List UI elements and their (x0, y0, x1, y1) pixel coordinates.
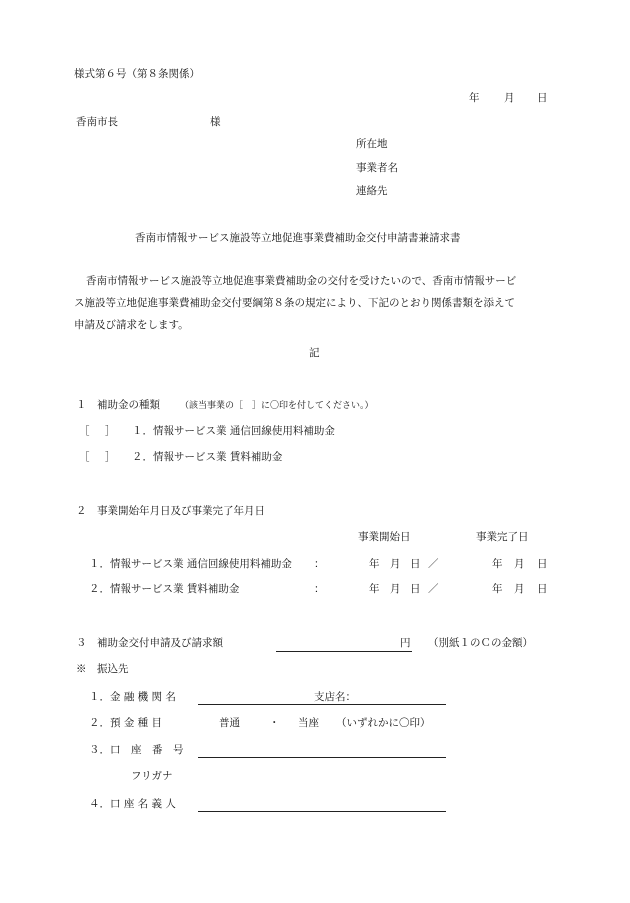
end-year[interactable]: 年 (492, 558, 503, 570)
section1-note: （該当事業の［ ］に〇印を付してください。） (180, 401, 374, 411)
date-row-colon: ： (314, 558, 325, 570)
form-number: 様式第６号（第８条関係） (74, 68, 200, 80)
deposit-type-separator: ・ (269, 717, 280, 729)
furigana-label: フリガナ (131, 770, 173, 782)
option-label: ２．情報サービス業 賃料補助金 (132, 451, 283, 463)
start-year[interactable]: 年 (369, 583, 380, 595)
deposit-type-note: （いずれかに〇印） (336, 717, 431, 729)
start-day[interactable]: 日 (410, 558, 421, 570)
end-month[interactable]: 月 (514, 558, 525, 570)
end-day[interactable]: 日 (537, 558, 548, 570)
deposit-type-current[interactable]: 当座 (298, 717, 319, 729)
addressee-name: 香南市長 (76, 116, 118, 128)
applicant-contact-label: 連絡先 (356, 185, 388, 197)
date-row-label: ２．情報サービス業 賃料補助金 (89, 583, 240, 595)
checkbox-bracket-close[interactable]: ］ (105, 451, 116, 463)
applicant-address-label: 所在地 (356, 138, 388, 150)
applicant-business-name-label: 事業者名 (356, 162, 398, 174)
checkbox-bracket-open[interactable]: ［ (79, 425, 90, 437)
account-holder-label: ４．口 座 名 義 人 (89, 798, 176, 810)
ki-label: 記 (309, 347, 320, 359)
date-row-label: １．情報サービス業 通信回線使用料補助金 (89, 558, 292, 570)
checkbox-bracket-open[interactable]: ［ (79, 451, 90, 463)
account-number-label: ３．口 座 番 号 (89, 744, 184, 756)
date-day: 日 (537, 92, 548, 104)
option-label: １．情報サービス業 通信回線使用料補助金 (132, 425, 335, 437)
end-month[interactable]: 月 (514, 583, 525, 595)
start-day[interactable]: 日 (410, 583, 421, 595)
end-date-column-header: 事業完了日 (476, 531, 529, 543)
account-holder-field[interactable] (198, 811, 446, 812)
start-date-column-header: 事業開始日 (358, 531, 411, 543)
transfer-heading: ※ 振込先 (76, 663, 129, 675)
end-day[interactable]: 日 (537, 583, 548, 595)
checkbox-bracket-close[interactable]: ］ (105, 425, 116, 437)
addressee-honorific: 様 (210, 116, 221, 128)
body-line-2: ス施設等立地促進事業費補助金交付要綱第８条の規定により、下記のとおり関係書類を添えて (74, 297, 515, 309)
start-month[interactable]: 月 (390, 558, 401, 570)
section2-heading: ２ 事業開始年月日及び事業完了年月日 (76, 505, 265, 517)
bank-name-field[interactable] (198, 704, 446, 705)
deposit-type-normal[interactable]: 普通 (219, 717, 240, 729)
date-year: 年 (469, 92, 480, 104)
start-month[interactable]: 月 (390, 583, 401, 595)
bank-name-label: １．金 融 機 関 名 (89, 691, 176, 703)
date-month: 月 (504, 92, 515, 104)
deposit-type-label: ２．預 金 種 目 (89, 717, 163, 729)
date-separator: ／ (428, 558, 439, 570)
start-year[interactable]: 年 (369, 558, 380, 570)
branch-label: 支店名： (314, 691, 356, 703)
amount-note: （別紙１のＣの金額） (428, 637, 533, 649)
body-line-1: 香南市情報サービス施設等立地促進事業費補助金の交付を受けたいので、香南市情報サービ (86, 275, 517, 287)
amount-unit: 円 (400, 637, 411, 649)
date-separator: ／ (428, 583, 439, 595)
amount-field[interactable] (276, 651, 412, 652)
date-row-colon: ： (314, 583, 325, 595)
section1-heading: １ 補助金の種類 (76, 399, 160, 411)
section3-heading: ３ 補助金交付申請及び請求額 (76, 637, 223, 649)
body-line-3: 申請及び請求をします。 (74, 319, 189, 331)
account-number-field[interactable] (198, 757, 446, 758)
end-year[interactable]: 年 (492, 583, 503, 595)
document-title: 香南市情報サービス施設等立地促進事業費補助金交付申請書兼請求書 (135, 232, 461, 244)
body-paragraph (74, 270, 552, 336)
